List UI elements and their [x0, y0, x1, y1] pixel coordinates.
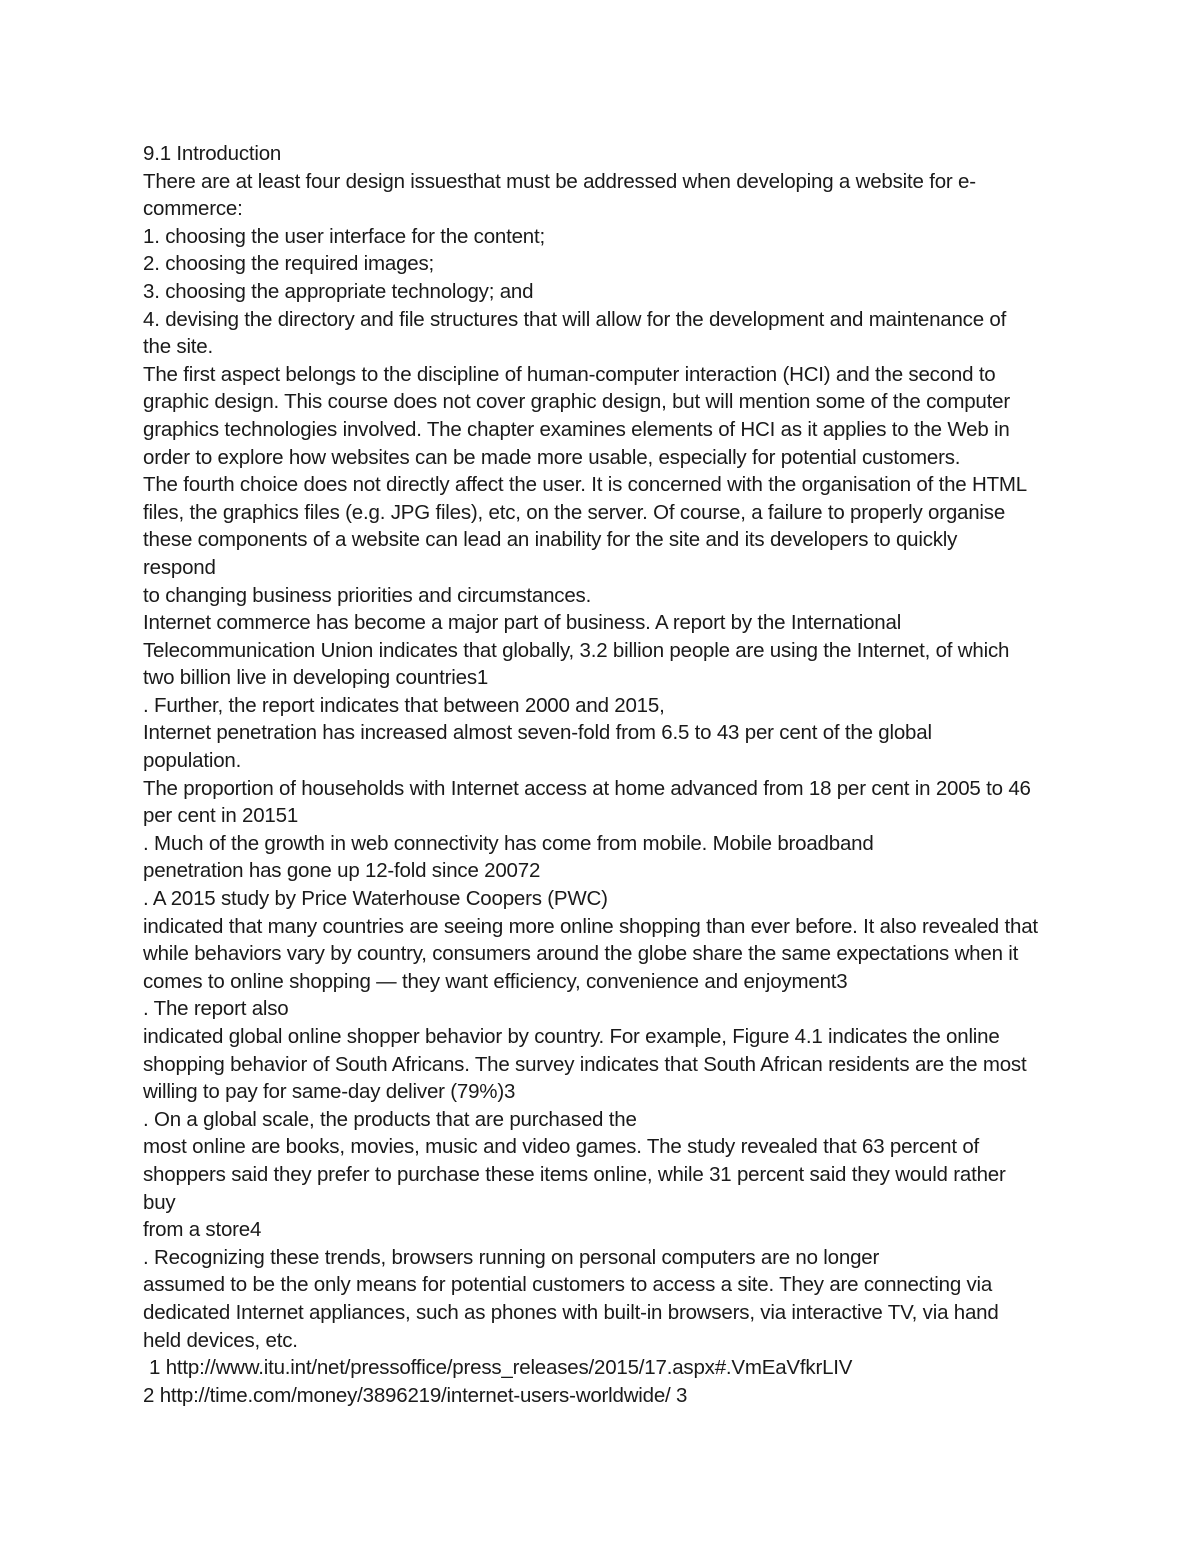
document-text-line: files, the graphics files (e.g. JPG files), etc, on the server. Of course, a failure to properly organise — [143, 500, 1006, 524]
document-text-line: penetration has gone up 12-fold since 20072 — [143, 859, 541, 883]
document-text-line: assumed to be the only means for potential customers to access a site. They are connecting via — [143, 1273, 993, 1297]
document-text-line: 2 http://time.com/money/3896219/internet-users-worldwide/ 3 — [143, 1383, 688, 1407]
document-text-line: . Recognizing these trends, browsers running on personal computers are no longer — [143, 1245, 880, 1269]
document-text-line: graphics technologies involved. The chapter examines elements of HCI as it applies to the Web in — [143, 417, 1010, 441]
document-text-line: dedicated Internet appliances, such as phones with built-in browsers, via interactive TV, via hand — [143, 1300, 999, 1324]
document-text-line: most online are books, movies, music and video games. The study revealed that 63 percent of — [143, 1135, 980, 1159]
document-text-line: . The report also — [143, 997, 289, 1021]
document-text-line: buy — [143, 1190, 176, 1214]
document-text-line: indicated global online shopper behavior by country. For example, Figure 4.1 indicates the online — [143, 1025, 1000, 1048]
document-text-line: indicated that many countries are seeing more online shopping than ever before. It also revealed that — [143, 914, 1038, 938]
document-text-line: The first aspect belongs to the discipline of human-computer interaction (HCI) and the second to — [143, 362, 996, 386]
document-text-line: The fourth choice does not directly affect the user. It is concerned with the organisation of the HTML — [143, 473, 1027, 497]
document-text-line: comes to online shopping — they want efficiency, convenience and enjoyment3 — [143, 969, 848, 993]
document-text-line: while behaviors vary by country, consumers around the globe share the same expectations when it — [143, 942, 1019, 966]
document-text-line: to changing business priorities and circumstances. — [143, 583, 592, 607]
document-text-line: shoppers said they prefer to purchase these items online, while 31 percent said they would rather — [143, 1162, 1006, 1186]
document-text-line: 2. choosing the required images; — [143, 252, 435, 276]
document-text-line: commerce: — [143, 197, 243, 221]
document-text-line: shopping behavior of South Africans. The survey indicates that South African residents are the most — [143, 1052, 1027, 1076]
document-text-line: the site. — [143, 335, 213, 359]
document-text-line: 1. choosing the user interface for the content; — [143, 224, 545, 248]
document-text-line: Internet commerce has become a major part of business. A report by the International — [143, 611, 902, 635]
document-text-line: . A 2015 study by Price Waterhouse Coopers (PWC) — [143, 887, 608, 911]
document-text-line: respond — [143, 555, 216, 579]
document-page — [143, 140, 1068, 1409]
document-text-line: from a store4 — [143, 1218, 262, 1242]
document-text-line: order to explore how websites can be made more usable, especially for potential customers. — [143, 445, 961, 469]
document-text-line: . On a global scale, the products that are purchased the — [143, 1107, 637, 1131]
document-text-line: per cent in 20151 — [143, 804, 299, 828]
document-text-line: There are at least four design issuesthat must be addressed when developing a website for e- — [143, 169, 976, 193]
document-text-line: Telecommunication Union indicates that globally, 3.2 billion people are using the Internet, of which — [143, 638, 1010, 662]
section-heading: 9.1 Introduction — [143, 142, 282, 165]
document-text-line: The proportion of households with Internet access at home advanced from 18 per cent in 2005 to 46 — [143, 776, 1031, 800]
document-text-line: 1 http://www.itu.int/net/pressoffice/press_releases/2015/17.aspx#.VmEaVfkrLIV — [149, 1356, 853, 1380]
document-text-line: these components of a website can lead an inability for the site and its developers to quickly — [143, 528, 958, 552]
document-text-line: population. — [143, 749, 242, 773]
document-text-line: Internet penetration has increased almost seven-fold from 6.5 to 43 per cent of the global — [143, 721, 932, 745]
document-text-line: . Further, the report indicates that between 2000 and 2015, — [143, 693, 665, 717]
document-text-line: graphic design. This course does not cover graphic design, but will mention some of the computer — [143, 390, 1010, 414]
document-text-line: 3. choosing the appropriate technology; and — [143, 279, 534, 303]
document-text-line: . Much of the growth in web connectivity has come from mobile. Mobile broadband — [143, 831, 874, 855]
document-text-line: held devices, etc. — [143, 1328, 298, 1352]
document-text-line: 4. devising the directory and file structures that will allow for the development and maintenance of — [143, 307, 1007, 331]
document-text-line: two billion live in developing countries1 — [143, 666, 489, 690]
document-text-line: willing to pay for same-day deliver (79%)3 — [143, 1080, 516, 1104]
